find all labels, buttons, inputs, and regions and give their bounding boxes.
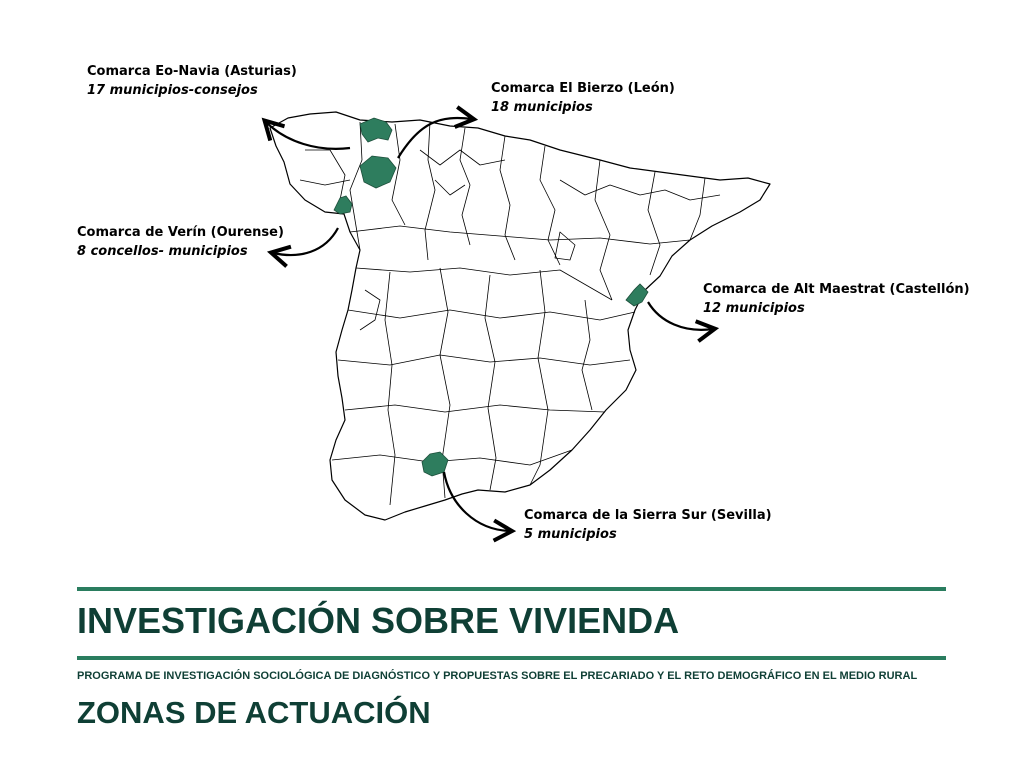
label-count: 12 municipios [703,301,805,316]
label-alt-maestrat [703,280,970,318]
label-name: Comarca Eo-Navia (Asturias) [87,64,297,79]
label-count: 17 municipios-consejos [87,83,258,98]
label-el-bierzo [491,79,675,117]
page-title: INVESTIGACIÓN SOBRE VIVIENDA [77,600,680,641]
label-name: Comarca de Alt Maestrat (Castellón) [703,282,970,297]
label-eo-navia [87,62,297,100]
label-count: 18 municipios [491,100,593,115]
label-count: 5 municipios [524,527,617,542]
label-name: Comarca de la Sierra Sur (Sevilla) [524,508,772,523]
page-subtitle: PROGRAMA DE INVESTIGACIÓN SOCIOLÓGICA DE DIAGNÓSTICO Y PROPUESTAS SOBRE EL PRECARIADO Y EL RETO DEMOGRÁFICO EN EL MEDIO RURAL [77,670,918,682]
label-sierra-sur [524,506,772,544]
label-verin [77,223,284,261]
middle-divider [77,656,946,660]
label-name: Comarca de Verín (Ourense) [77,225,284,240]
top-divider [77,587,946,591]
label-name: Comarca El Bierzo (León) [491,81,675,96]
label-count: 8 concellos- municipios [77,244,248,259]
section-title: ZONAS DE ACTUACIÓN [77,695,431,730]
